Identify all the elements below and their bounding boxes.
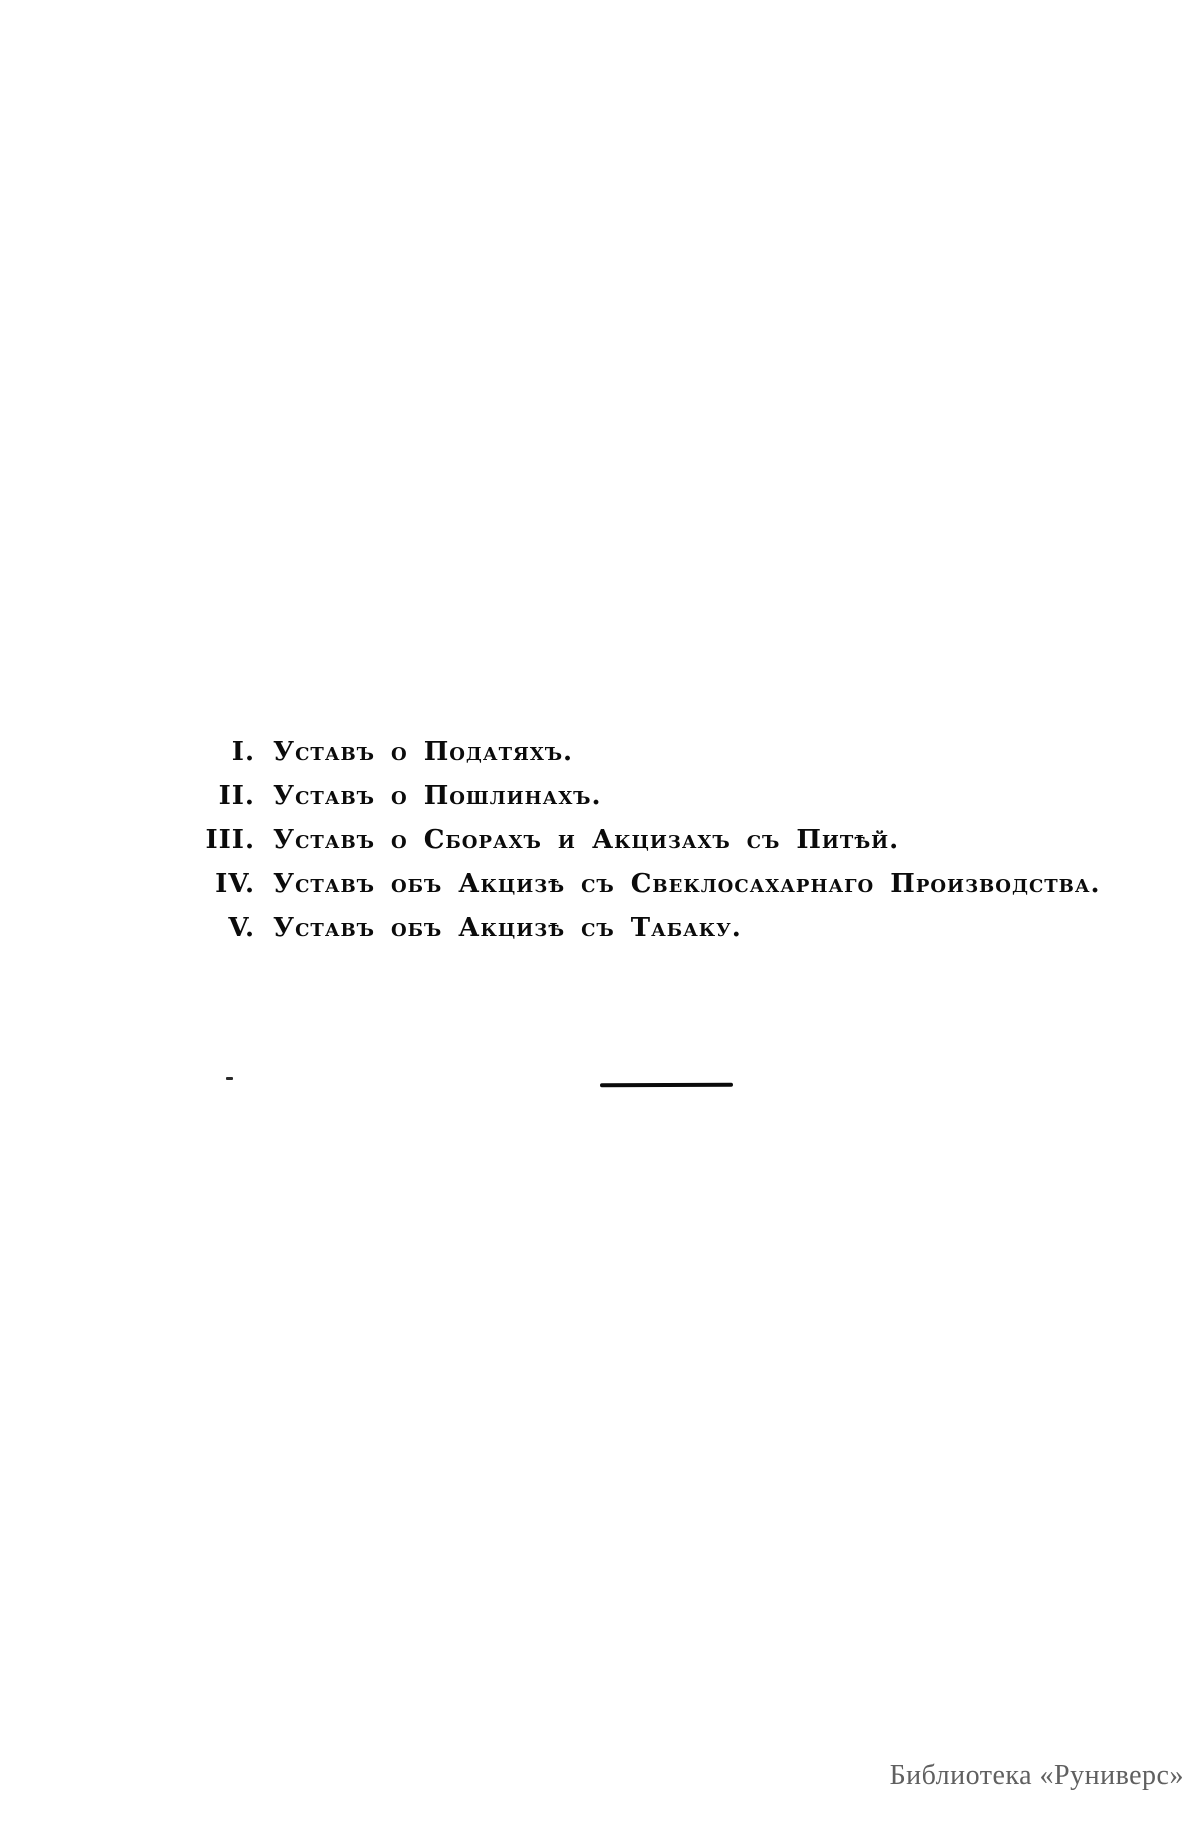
ink-speck [226, 1077, 233, 1080]
toc-entry-numeral: II. [218, 781, 255, 811]
toc-entry-numeral: I. [231, 737, 255, 767]
toc-entry [160, 869, 1101, 913]
toc-entry [160, 913, 1101, 957]
toc-entry-numeral: III. [205, 825, 255, 855]
toc-entry-numeral: V. [228, 913, 255, 943]
toc-entry-title: Уставъ объ Акцизѣ съ Табаку. [273, 913, 742, 943]
library-watermark: Библиотека «Руниверс» [889, 1760, 1184, 1791]
toc-entry-title: Уставъ объ Акцизѣ съ Свеклосахарнаго Производства. [273, 869, 1101, 899]
toc-entry [160, 781, 1101, 825]
table-of-contents [160, 737, 1101, 957]
toc-entry [160, 737, 1101, 781]
section-divider-rule [600, 1083, 733, 1087]
toc-entry-title: Уставъ о Податяхъ. [273, 737, 574, 767]
toc-entry-title: Уставъ о Пошлинахъ. [273, 781, 602, 811]
toc-entry-title: Уставъ о Сборахъ и Акцизахъ съ Питѣй. [273, 825, 900, 855]
toc-entry-numeral: IV. [215, 869, 255, 899]
toc-entry [160, 825, 1101, 869]
